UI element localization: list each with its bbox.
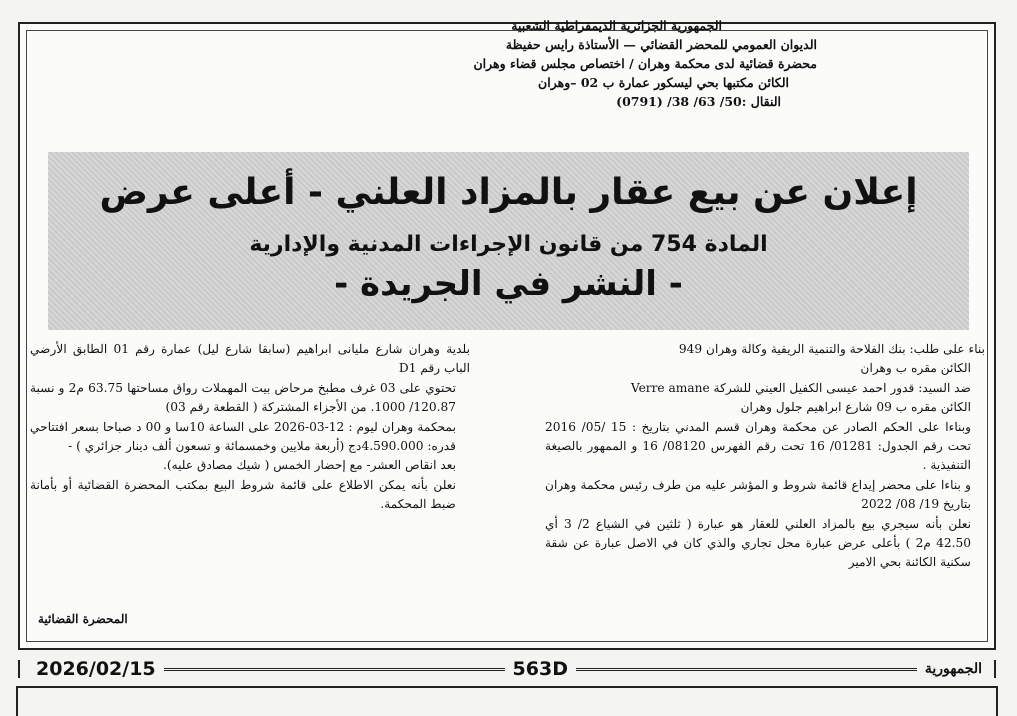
title-banner (48, 152, 969, 330)
paragraph: تحتوي على 03 غرف مطبخ مرحاض بيت المهملات رواق مساحتها 63.75 م2 و نسبة 120.87/ 1000. من الأجزاء المشتركة ( القطعة رقم 03) (30, 380, 456, 415)
publication-date: 2026/02/15 (36, 658, 156, 680)
paragraph: الكائن مقره ب 09 شارع ابراهيم جلول وهران (740, 400, 971, 415)
paragraph: وبناءا على الحكم الصادر عن محكمة وهران قسم المدني بتاريخ : 15 /05/ 2016 تحت رقم الجدول: 01281/ 16 تحت رقم الفهرس 08120/ 16 و الممهور بالصيغة التنفيذية . (545, 419, 972, 473)
footer-divider (18, 660, 20, 678)
paragraph: بمحكمة وهران ليوم : 12-03-2026 على الساعة 10سا و 00 د صباحا بسعر افتتاحي قدره: 4.590.000دج (أربعة ملايين وخمسمائة و تسعون ألف دينار جزائري ) - (30, 419, 456, 454)
footer-divider (994, 660, 996, 678)
notice-title: إعلان عن بيع عقار بالمزاد العلني - أعلى عرض (99, 172, 918, 213)
right-column (545, 340, 985, 573)
newspaper-name: الجمهورية (924, 661, 982, 677)
notice-subtitle: المادة 754 من قانون الإجراءات المدنية والإدارية (249, 232, 768, 257)
header-line-1: الجمهورية الجزائرية الديمقراطية الشعبية (511, 18, 722, 33)
footer-rule (164, 668, 505, 671)
paragraph: بعد انقاص العشر- مع إحضار الخمس ( شيك مصادق عليه). (162, 458, 456, 473)
footer (18, 656, 996, 682)
paragraph: نعلن بأنه سيجري بيع بالمزاد العلني للعقار هو عبارة ( ثلثين في الشياع 2/ 3 أي 42.50 م2 ) بأعلى عرض عبارة محل تجاري والذي كان في الاصل عبارة عن شقة سكنية الكائنة بحي الامير (545, 516, 972, 570)
ad-code: 563D (512, 658, 568, 680)
header-line-3: محضرة قضائية لدى محكمة وهران / اختصاص مجلس قضاء وهران (473, 56, 817, 71)
paragraph: ضد السيد: قدور احمد عيسى الكفيل العيني للشركة Verre amane (630, 380, 971, 395)
paragraph: الكائن مقره ب وهران (860, 361, 971, 376)
paragraph: و بناءا على محضر إيداع قائمة شروط و المؤشر عليه من طرف رئيس محكمة وهران بتاريخ 19/ 08/ 2022 (545, 477, 971, 512)
paragraph: بلدية وهران شارع مليانى ابراهيم (سابقا شارع ليل) عمارة رقم 01 الطابق الأرضي الباب رقم D1 (30, 342, 470, 376)
header-phone: النقال :50/ 63/ 38/ (0791) (616, 94, 781, 109)
footer-rule (576, 668, 917, 671)
left-column (30, 340, 470, 515)
header (200, 16, 817, 111)
signature: المحضرة القضائية (38, 612, 128, 626)
paragraph: نعلن بأنه يمكن الاطلاع على قائمة شروط البيع بمكتب المحضرة القضائية أو بأمانة ضبط المحكمة. (30, 477, 456, 512)
header-line-2: الديوان العمومي للمحضر القضائي — الأستاذة رايس حفيظة (505, 37, 817, 52)
next-notice-frame (16, 686, 998, 716)
paragraph: بناء على طلب: بنك الفلاحة والتنمية الريفية وكالة وهران 949 (678, 342, 985, 356)
header-line-4: الكائن مكتبها بحي ليسكور عمارة ب 02 –وهران (538, 75, 789, 90)
publish-heading: - النشر في الجريدة - (334, 264, 683, 304)
